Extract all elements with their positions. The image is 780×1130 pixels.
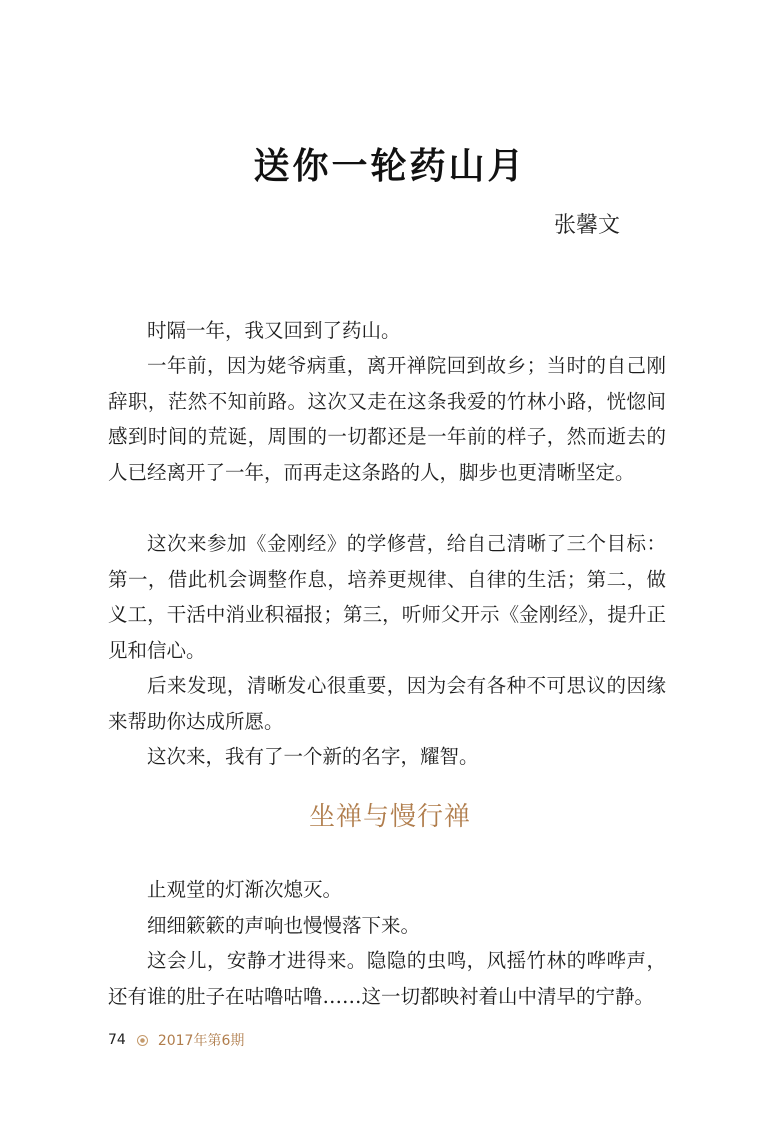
circle-dot-icon: [137, 1035, 148, 1046]
article-author: 张馨文: [553, 213, 620, 238]
paragraph: 细细簌簌的声响也慢慢落下来。: [147, 914, 421, 937]
paragraph: 这次来，我有了一个新的名字，耀智。: [147, 745, 479, 768]
paragraph: 时隔一年，我又回到了药山。: [147, 319, 401, 342]
page-footer: [108, 1030, 244, 1050]
page-number: 74: [108, 1032, 126, 1048]
paragraph: 后来发现，清晰发心很重要，因为会有各种不可思议的因缘来帮助你达成所愿。: [108, 674, 666, 733]
article-title: 送你一轮药山月: [253, 145, 527, 187]
issue-label: 2017年第6期: [157, 1033, 245, 1049]
paragraph: 这会儿，安静才进得来。隐隐的虫鸣，风摇竹林的哗哗声，还有谁的肚子在咕噜咕噜……这一切都映衬着山中清早的宁静。: [108, 949, 666, 1008]
paragraph: 这次来参加《金刚经》的学修营，给自己清晰了三个目标：第一，借此机会调整作息，培养更规律、自律的生活；第二，做义工，干活中消业积福报；第三，听师父开示《金刚经》，提升正见和信心。: [108, 532, 666, 662]
section-heading: 坐禅与慢行禅: [308, 802, 471, 832]
paragraph: 止观堂的灯渐次熄灭。: [147, 878, 343, 901]
paragraph: 一年前，因为姥爷病重，离开禅院回到故乡；当时的自己刚辞职，茫然不知前路。这次又走在这条我爱的竹林小路，恍惚间感到时间的荒诞，周围的一切都还是一年前的样子，然而逝去的人已经离开了一年，而再走这条路的人，脚步也更清晰坚定。: [108, 354, 666, 484]
